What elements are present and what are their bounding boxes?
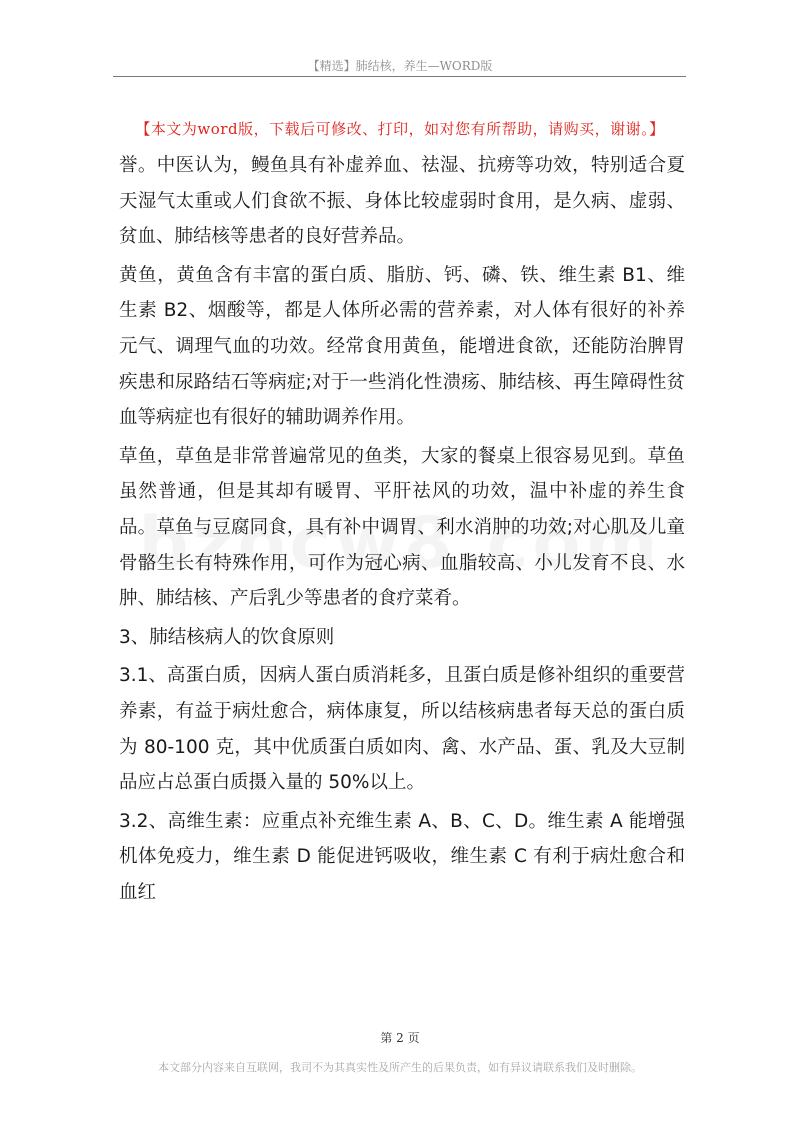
page-footer-disclaimer: 本文部分内容来自互联网，我司不为其真实性及所产生的后果负责，如有异议请联系我们及时删除。 xyxy=(158,1061,642,1074)
paragraph-grass-carp: 草鱼，草鱼是非常普遍常见的鱼类，大家的餐桌上很容易见到。草鱼虽然普通，但是其却有暖胃、平肝祛风的功效，温中补虚的养生食品。草鱼与豆腐同食，具有补中调胃、利水消肿的功效;对心肌及儿童骨骼生长有特殊作用，可作为冠心病、血脂较高、小儿发育不良、水肿、肺结核、产后乳少等患者的食疗菜肴。 xyxy=(119,445,685,610)
paragraph-eel: 誉。中医认为，鳗鱼具有补虚养血、祛湿、抗痨等功效，特别适合夏天湿气太重或人们食欲不振、身体比较虚弱时食用，是久病、虚弱、贫血、肺结核等患者的良好营养品。 xyxy=(119,155,685,248)
section-heading-diet-principles: 3、肺结核病人的饮食原则 xyxy=(119,626,335,648)
page-header: 【精选】肺结核，养生—WORD版 xyxy=(307,59,493,73)
purchase-notice: 【本文为word版，下载后可修改、打印，如对您有所帮助，请购买，谢谢。】 xyxy=(135,120,665,138)
paragraph-yellow-croaker: 黄鱼，黄鱼含有丰富的蛋白质、脂肪、钙、磷、铁、维生素 B1、维生素 B2、烟酸等，都是人体所必需的营养素，对人体有很好的补养元气、调理气血的功效。经常食用黄鱼，能增进食欲，还能防治脾胃疾患和尿路结石等病症;对于一些消化性溃疡、肺结核、再生障碍性贫血等病症也有很好的辅助调养作用。 xyxy=(119,264,685,429)
header-divider xyxy=(113,76,686,77)
paragraph-high-vitamin: 3.2、高维生素：应重点补充维生素 A、B、C、D。维生素 A 能增强机体免疫力，维生素 D 能促进钙吸收，维生素 C 有利于病灶愈合和血红 xyxy=(119,810,685,903)
paragraph-high-protein: 3.1、高蛋白质，因病人蛋白质消耗多，且蛋白质是修补组织的重要营养素，有益于病灶愈合，病体康复，所以结核病患者每天总的蛋白质为 80-100 克，其中优质蛋白质如肉、禽、水产品、蛋、乳及大豆制品应占总蛋白质摄入量的 50%以上。 xyxy=(119,665,685,794)
page-number: 第 2 页 xyxy=(380,1031,420,1045)
document-body xyxy=(119,148,685,910)
